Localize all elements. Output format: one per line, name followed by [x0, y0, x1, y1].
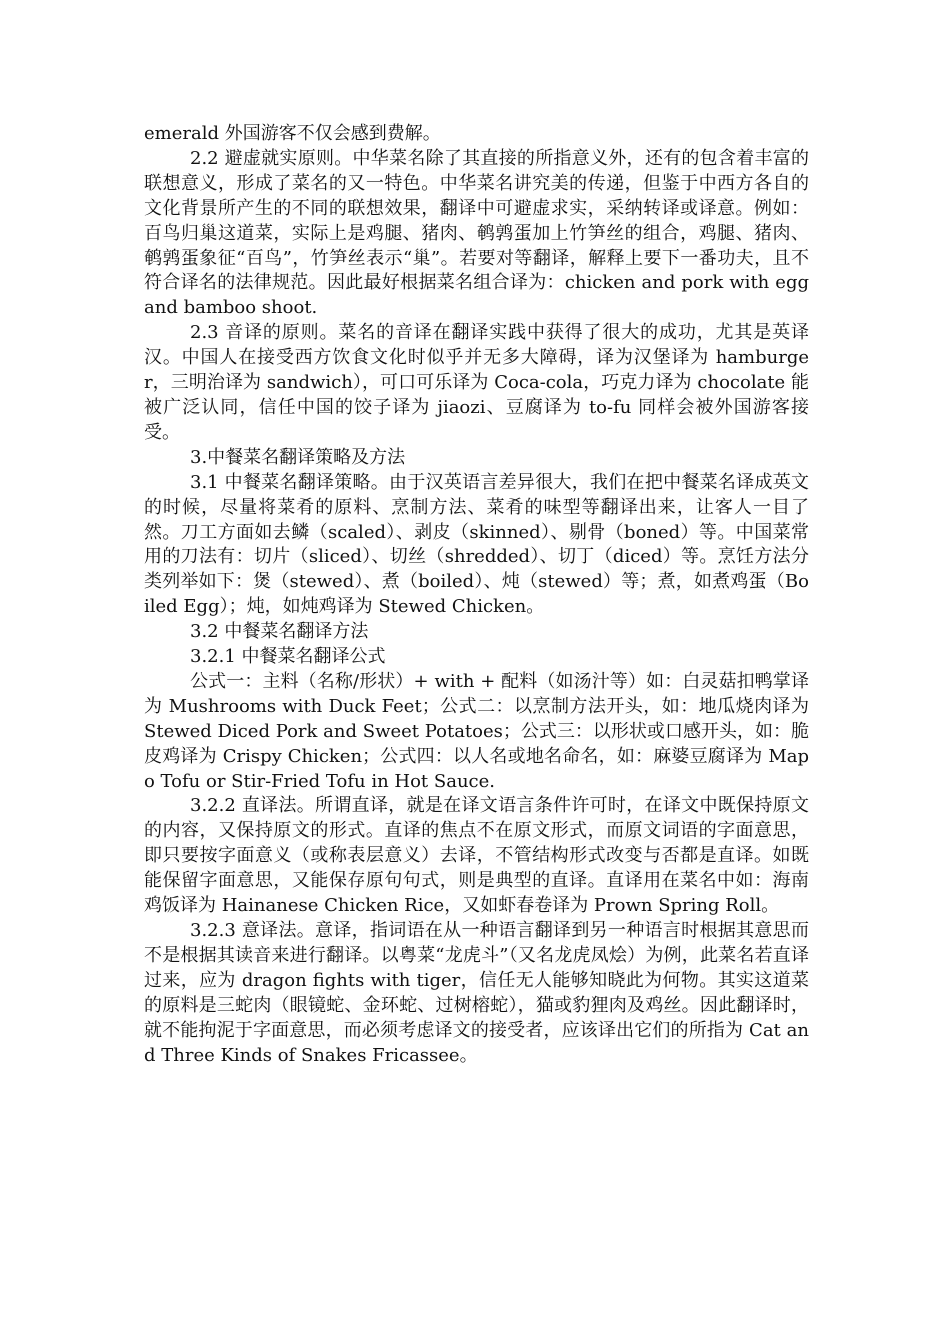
paragraph-3-1-strategy: 3.1 中餐菜名翻译策略。由于汉英语言差异很大，我们在把中餐菜名译成英文的时候，尽量将菜肴的原料、烹制方法、菜肴的味型等翻译出来，让客人一目了然。刀工方面如去鳞（scaled）、剥皮（skinned）、剔骨（boned）等。中国菜常用的刀法有：切片（sliced）、切丝（shredded）、切丁（diced）等。烹饪方法分类列举如下：煲（stewed）、煮（boiled）、炖（stewed）等；煮，如煮鸡蛋（Boiled Egg）；炖，如炖鸡译为 Stewed Chicken。 [144, 471, 809, 618]
paragraph-2-3-transliteration: 2.3 音译的原则。菜名的音译在翻译实践中获得了很大的成功，尤其是英译汉。中国人在接受西方饮食文化时似乎并无多大障碍，译为汉堡译为 hamburger，三明治译为 sandwich），可口可乐译为 Coca-cola，巧克力译为 chocolate 能被广泛认同，信任中国的饺子译为 jiaozi、豆腐译为 to-fu 同样会被外国游客接受。 [144, 322, 809, 443]
paragraph-2-2-principle: 2.2 避虚就实原则。中华菜名除了其直接的所指意义外，还有的包含着丰富的联想意义，形成了菜名的又一特色。中华菜名讲究美的传递，但鉴于中西方各自的文化背景所产生的不同的联想效果，翻译中可避虚求实，采纳转译或译意。例如：百鸟归巢这道菜，实际上是鸡腿、猪肉、鹌鹑蛋加上竹笋丝的组合，鸡腿、猪肉、鹌鹑蛋象征“百鸟”，竹笋丝表示“巢”。若要对等翻译，解释上要下一番功夫，且不符合译名的法律规范。因此最好根据菜名组合译为：chicken and pork with egg and bamboo shoot. [144, 147, 809, 319]
document-page [144, 122, 809, 1068]
section-heading-3-2-1: 3.2.1 中餐菜名翻译公式 [190, 646, 386, 668]
paragraph-formulas: 公式一：主料（名称/形状）+ with + 配料（如汤汁等）如：白灵菇扣鸭掌译为 Mushrooms with Duck Feet；公式二：以烹制方法开头，如：地瓜烧肉译为 Stewed Diced Pork and Sweet Potatoes；公式三：以形状或口感开头，如：脆皮鸡译为 Crispy Chicken；公式四：以人名或地名命名，如：麻婆豆腐译为 Mapo Tofu or Stir-Fried Tofu in Hot Sauce. [144, 670, 809, 792]
section-heading-3: 3.中餐菜名翻译策略及方法 [190, 446, 406, 468]
paragraph-intro-tail: emerald 外国游客不仅会感到费解。 [144, 123, 441, 144]
section-heading-3-2: 3.2 中餐菜名翻译方法 [190, 621, 369, 643]
paragraph-3-2-2-literal: 3.2.2 直译法。所谓直译，就是在译文语言条件许可时，在译文中既保持原文的内容，又保持原文的形式。直译的焦点不在原文形式，而原文词语的字面意思，即只要按字面意义（或称表层意义）去译，不管结构形式改变与否都是直译。如既能保留字面意思，又能保存原句句式，则是典型的直译。直译用在菜名中如：海南鸡饭译为 Hainanese Chicken Rice，又如虾春卷译为 Prown Spring Roll。 [144, 795, 809, 917]
paragraph-3-2-3-free: 3.2.3 意译法。意译，指词语在从一种语言翻译到另一种语言时根据其意思而不是根据其读音来进行翻译。以粤菜“龙虎斗”（又名龙虎凤烩）为例，此菜名若直译过来，应为 dragon fights with tiger，信任无人能够知晓此为何物。其实这道菜的原料是三蛇肉（眼镜蛇、金环蛇、过树榕蛇），猫或豹狸肉及鸡丝。因此翻译时，就不能拘泥于字面意思，而必须考虑译文的接受者，应该译出它们的所指为 Cat and Three Kinds of Snakes Fricassee。 [144, 920, 809, 1066]
